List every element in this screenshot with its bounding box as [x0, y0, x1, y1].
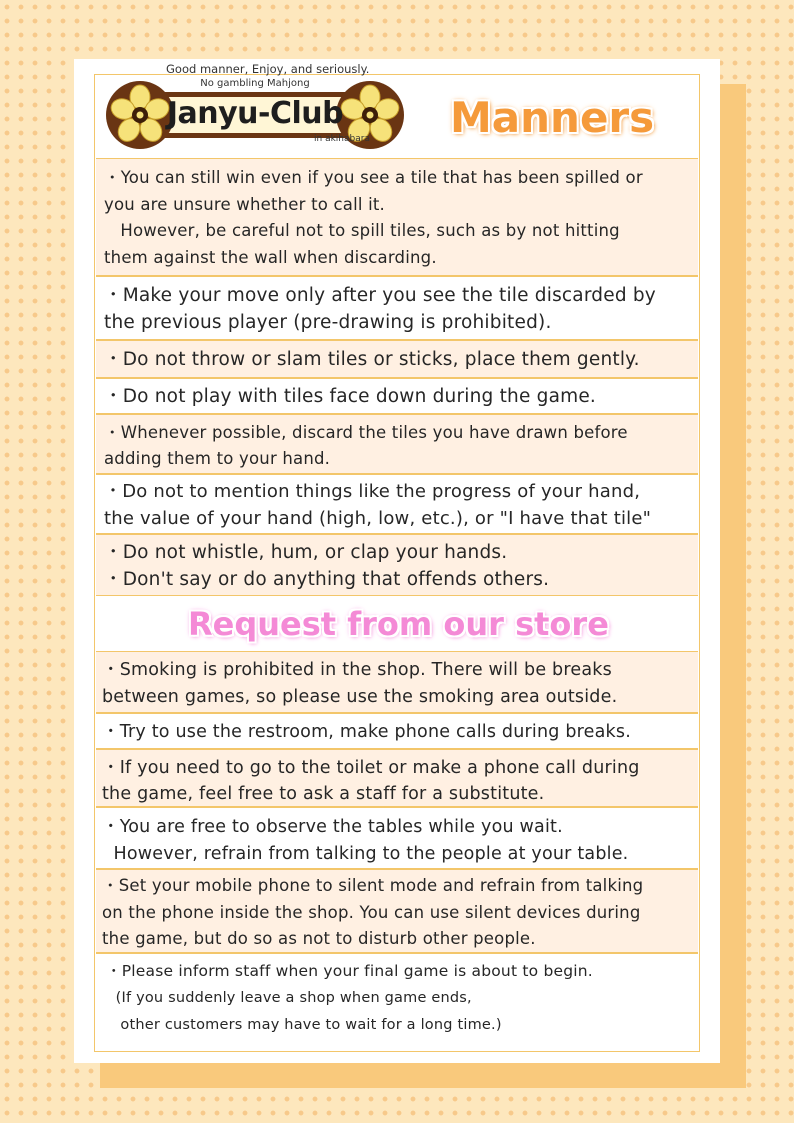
request-rule-6 — [96, 953, 698, 1041]
rule-line: ・Make your move only after you see the tile discarded by — [104, 285, 656, 306]
rule-line: the previous player (pre-drawing is prohibited). — [104, 312, 552, 333]
rule-line: ・Please inform staff when your final game is about to begin. — [106, 962, 593, 980]
rule-line: them against the wall when discarding. — [104, 247, 437, 267]
manners-rule-2 — [96, 276, 698, 340]
manners-heading: Manners — [450, 93, 655, 142]
club-logo — [104, 78, 406, 150]
request-rule-3 — [96, 749, 698, 807]
rule-line: ・If you need to go to the toilet or make a phone call during — [102, 758, 640, 778]
manners-rule-4 — [96, 378, 698, 414]
rule-line: (If you suddenly leave a shop when game ends, — [106, 990, 472, 1006]
rule-line: However, refrain from talking to the people at your table. — [102, 844, 629, 864]
manners-rule-5 — [96, 414, 698, 474]
rule-line: ・Smoking is prohibited in the shop. There will be breaks — [102, 660, 612, 680]
manners-rule-7 — [96, 534, 698, 596]
rule-line: on the phone inside the shop. You can use silent devices during — [102, 902, 641, 922]
rule-line: the value of your hand (high, low, etc.), or "I have that tile" — [104, 508, 652, 529]
request-heading: Request from our store — [188, 605, 609, 643]
rule-line: ・Do not throw or slam tiles or sticks, place them gently. — [104, 349, 640, 370]
rule-line: ・You are free to observe the tables while you wait. — [102, 817, 563, 837]
tagline: Good manner, Enjoy, and seriously. — [166, 62, 370, 76]
rule-line: ・Do not to mention things like the progress of your hand, — [104, 481, 641, 502]
request-rule-4 — [96, 807, 698, 869]
logo-title: Janyu-Club — [166, 96, 344, 131]
manners-rule-1 — [96, 158, 698, 276]
rule-line: ・Try to use the restroom, make phone calls during breaks. — [102, 722, 631, 742]
rule-line: ・Do not whistle, hum, or clap your hands. — [104, 542, 508, 563]
rule-line: ・You can still win even if you see a tile that has been spilled or — [104, 168, 643, 187]
manners-rule-6 — [96, 474, 698, 534]
rule-line: other customers may have to wait for a long time.) — [106, 1017, 502, 1033]
rule-line: ・Whenever possible, discard the tiles you have drawn before — [104, 423, 628, 442]
rule-line: However, be careful not to spill tiles, such as by not hitting — [104, 221, 620, 240]
request-rule-2 — [96, 713, 698, 749]
manners-rule-3 — [96, 340, 698, 378]
logo-location: in akihabara — [314, 134, 370, 144]
rule-line: ・Set your mobile phone to silent mode and refrain from talking — [102, 876, 644, 895]
request-rule-1 — [96, 651, 698, 713]
rule-line: you are unsure whether to call it. — [104, 194, 385, 214]
rule-line: adding them to your hand. — [104, 449, 331, 468]
rule-line: the game, feel free to ask a staff for a substitute. — [102, 784, 545, 804]
rule-line: between games, so please use the smoking area outside. — [102, 686, 618, 707]
rule-line: ・Don't say or do anything that offends others. — [104, 569, 550, 590]
rule-line: ・Do not play with tiles face down during the game. — [104, 386, 596, 407]
rule-line: the game, but do so as not to disturb other people. — [102, 929, 536, 948]
logo-subtitle: No gambling Mahjong — [200, 78, 310, 89]
request-rule-5 — [96, 869, 698, 953]
